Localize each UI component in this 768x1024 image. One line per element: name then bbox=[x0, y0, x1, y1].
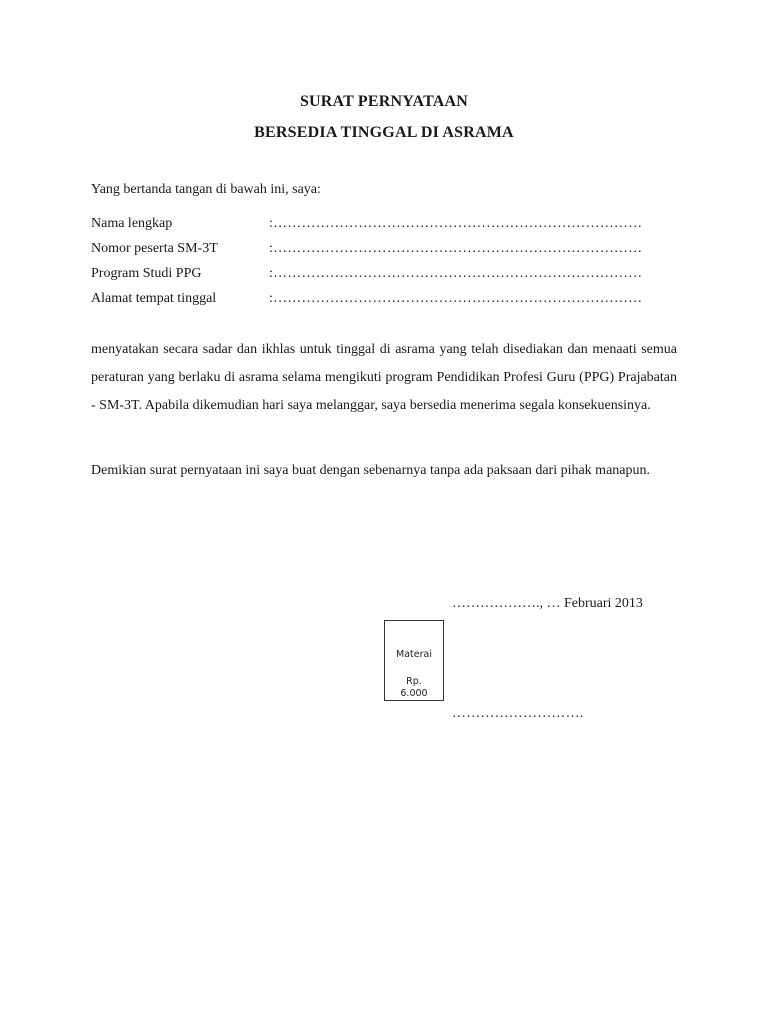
stamp-currency: Rp. bbox=[406, 676, 422, 687]
field-label: Alamat tempat tinggal bbox=[91, 291, 217, 306]
intro-text: Yang bertanda tangan di bawah ini, saya: bbox=[91, 182, 321, 197]
field-blank-line: :…………………………………………………………………… bbox=[269, 291, 643, 306]
field-row-address bbox=[91, 291, 691, 316]
document-subtitle: BERSEDIA TINGGAL DI ASRAMA bbox=[254, 124, 514, 141]
field-blank-line: :…………………………………………………………………… bbox=[269, 241, 643, 256]
signature-name-line: ………………………. bbox=[452, 706, 584, 721]
field-row-name bbox=[91, 216, 691, 241]
stamp-label: Materai bbox=[396, 649, 432, 660]
place-date-line: ………………., … Februari 2013 bbox=[452, 596, 643, 611]
field-row-study-program bbox=[91, 266, 691, 291]
stamp-duty-box bbox=[384, 620, 444, 701]
field-blank-line: :…………………………………………………………………… bbox=[269, 266, 643, 281]
field-label: Program Studi PPG bbox=[91, 266, 202, 281]
field-label: Nama lengkap bbox=[91, 216, 173, 231]
statement-paragraph: menyatakan secara sadar dan ikhlas untuk tinggal di asrama yang telah disediakan dan menaati semua peraturan yang berlaku di asrama selama mengikuti program Pendidikan Profesi Guru (PPG) Prajabatan - SM-3T. Apabila dikemudian hari saya melanggar, saya bersedia menerima segala konsekuensinya. bbox=[91, 342, 677, 413]
identity-fields bbox=[91, 216, 691, 316]
field-row-participant-number bbox=[91, 241, 691, 266]
document-title: SURAT PERNYATAAN bbox=[299, 93, 469, 110]
field-label: Nomor peserta SM-3T bbox=[91, 241, 218, 256]
field-blank-line: :…………………………………………………………………… bbox=[269, 216, 643, 231]
closing-paragraph: Demikian surat pernyataan ini saya buat dengan sebenarnya tanpa ada paksaan dari pihak manapun. bbox=[91, 463, 651, 478]
stamp-amount: 6.000 bbox=[400, 688, 428, 699]
